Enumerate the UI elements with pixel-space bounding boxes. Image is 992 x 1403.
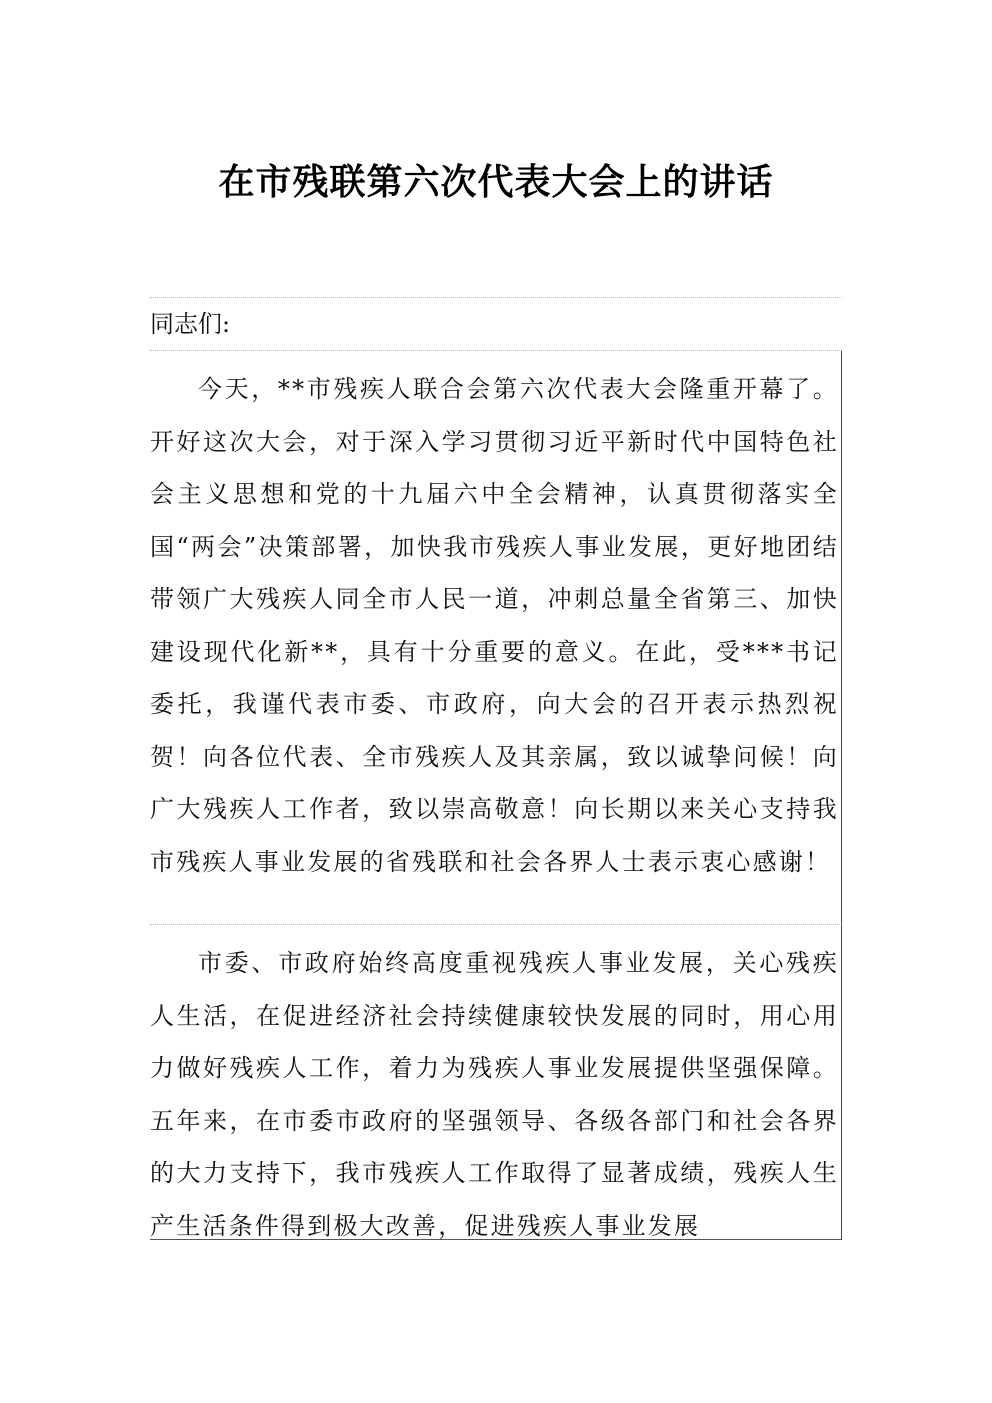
paragraph-1 (150, 351, 842, 925)
paragraph-2 (150, 925, 842, 1240)
document-body (150, 297, 842, 1240)
paragraph-1-text: 今天，**市残疾人联合会第六次代表大会隆重开幕了。开好这次大会，对于深入学习贯彻习近平新时代中国特色社会主义思想和党的十九届六中全会精神，认真贯彻落实全国“两会”决策部署，加快我市残疾人事业发展，更好地团结带领广大残疾人同全市人民一道，冲刺总量全省第三、加快建设现代化新**，具有十分重要的意义。在此，受***书记委托，我谨代表市委、市政府，向大会的召开表示热烈祝贺！向各位代表、全市残疾人及其亲属，致以诚挚问候！向广大残疾人工作者，致以崇高敬意！向长期以来关心支持我市残疾人事业发展的省残联和社会各界人士表示衷心感谢！ (150, 375, 839, 876)
paragraph-2-text: 市委、市政府始终高度重视残疾人事业发展，关心残疾人生活，在促进经济社会持续健康较快发展的同时，用心用力做好残疾人工作，着力为残疾人事业发展提供坚强保障。五年来，在市委市政府的坚强领导、各级各部门和社会各界的大力支持下，我市残疾人工作取得了显著成绩，残疾人生产生活条件得到极大改善，促进残疾人事业发展 (150, 949, 839, 1240)
salutation: 同志们: (150, 297, 842, 351)
document-title: 在市残联第六次代表大会上的讲话 (218, 161, 774, 203)
